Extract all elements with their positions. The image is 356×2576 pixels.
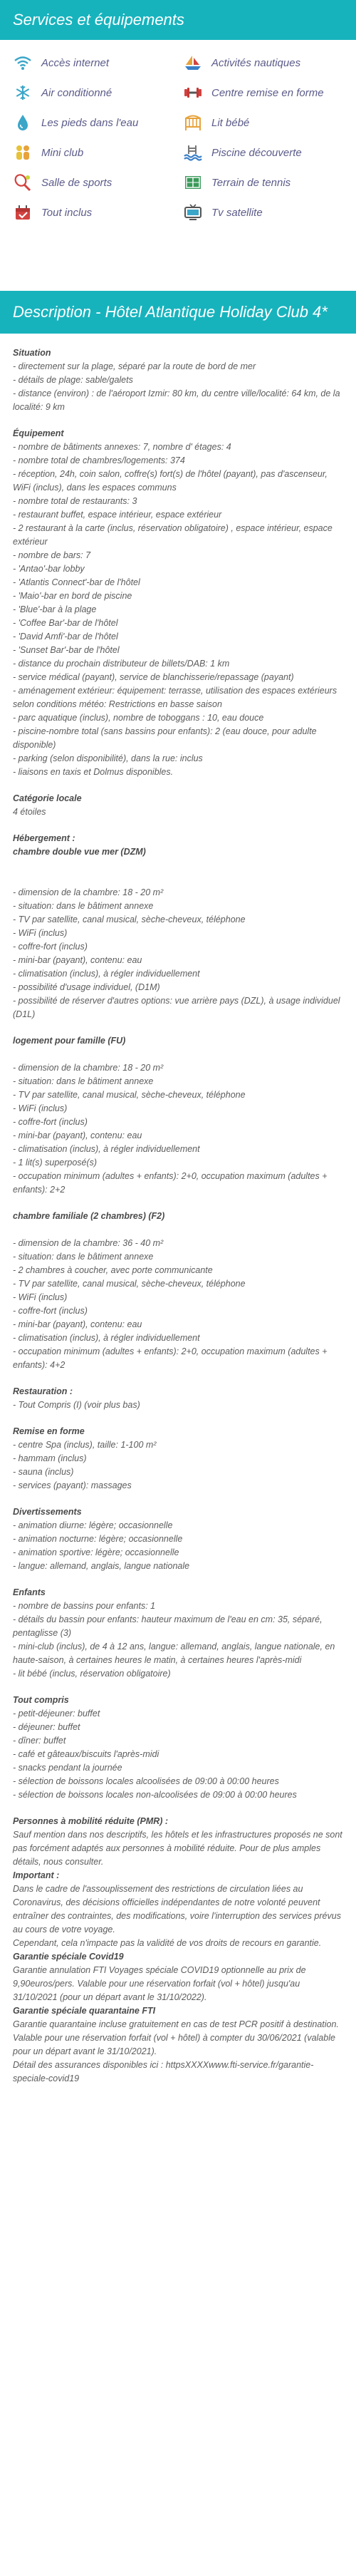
section-line: Important :	[13, 1870, 60, 1880]
section-line: - liaisons en taxis et Dolmus disponibles.	[13, 767, 174, 777]
description-section	[13, 832, 343, 1021]
section-line: - 2 chambres à coucher, avec porte communicante	[13, 1265, 213, 1275]
section-heading: Situation	[13, 348, 51, 358]
description-section	[13, 1034, 343, 1197]
blank-line	[13, 859, 343, 872]
section-heading: Équipement	[13, 428, 64, 438]
description-body	[0, 334, 356, 2107]
section-line: - nombre de bars: 7	[13, 550, 91, 560]
description-section	[13, 1694, 343, 1802]
section-line: Sauf mention dans nos descriptifs, les hôtels et les infrastructures proposés ne sont pas forcément adaptés aux personnes à mobilité réduite. Pour de plus amples détails, nous consulter.	[13, 1830, 345, 1867]
description-section	[13, 1425, 343, 1493]
section-line: - sélection de boissons locales non-alcoolisées de 09:00 à 00:00 heures	[13, 1790, 297, 1800]
section-line: - parking (selon disponibilité), dans la rue: inclus	[13, 753, 203, 763]
tennis-racket-icon	[13, 172, 33, 192]
service-label: Tv satellite	[211, 206, 263, 219]
section-line: - animation diurne: légère; occasionnelle	[13, 1520, 173, 1530]
section-line: - nombre total de chambres/logements: 374	[13, 455, 185, 465]
description-section	[13, 1815, 343, 2086]
section-heading: Remise en forme	[13, 1426, 85, 1436]
description-section	[13, 1210, 343, 1372]
service-item	[13, 141, 173, 164]
section-heading: Catégorie locale	[13, 793, 82, 803]
section-line: - services (payant): massages	[13, 1480, 132, 1490]
service-label: Tout inclus	[41, 206, 93, 219]
section-line: - mini-bar (payant), contenu: eau	[13, 1130, 142, 1140]
section-line: - hammam (inclus)	[13, 1453, 87, 1463]
section-line: - directement sur la plage, séparé par la route de bord de mer	[13, 361, 256, 371]
services-title: Services et équipements	[13, 11, 184, 29]
section-line: - situation: dans le bâtiment annexe	[13, 901, 154, 911]
section-line: - 'Coffee Bar'-bar de l'hôtel	[13, 618, 118, 628]
section-line: - nombre total de restaurants: 3	[13, 496, 137, 506]
section-line: - dîner: buffet	[13, 1736, 66, 1746]
section-line: - climatisation (inclus), à régler individuellement	[13, 1333, 200, 1343]
section-line: - détails de plage: sable/galets	[13, 375, 133, 385]
service-label: Accès internet	[41, 56, 110, 69]
section-line: - distance du prochain distributeur de billets/DAB: 1 km	[13, 659, 230, 669]
section-line: Garantie quarantaine incluse gratuitement en cas de test PCR positif à destination. Valable pour une réservation forfait (vol + hôtel) à compter du 30/06/2021 (valable pour un départ avant le 31/10/2021).	[13, 2019, 342, 2056]
section-line: - situation: dans le bâtiment annexe	[13, 1076, 154, 1086]
boat-icon	[183, 53, 203, 73]
all-inclusive-icon	[13, 202, 33, 222]
section-line: - 1 lit(s) superposé(s)	[13, 1158, 98, 1168]
section-line: - WiFi (inclus)	[13, 1103, 68, 1113]
tennis-court-icon	[183, 172, 203, 192]
services-banner	[0, 0, 356, 40]
service-label: Mini club	[41, 146, 84, 159]
section-line: - dimension de la chambre: 18 - 20 m²	[13, 1063, 164, 1073]
section-line: - 'Antao'-bar lobby	[13, 564, 85, 574]
kids-icon	[13, 143, 33, 163]
service-item	[183, 111, 343, 134]
tv-icon	[183, 202, 203, 222]
section-line: - situation: dans le bâtiment annexe	[13, 1252, 154, 1262]
section-line: - mini-bar (payant), contenu: eau	[13, 1319, 142, 1329]
description-section	[13, 1586, 343, 1681]
section-line: Garantie spéciale Covid19	[13, 1952, 124, 1962]
section-line: - réception, 24h, coin salon, coffre(s) fort(s) de l'hôtel (payant), pas d'ascenseur, WiFi (inclus), dans les espaces communs	[13, 469, 330, 493]
section-line: chambre double vue mer (DZM)	[13, 847, 146, 857]
blank-line	[13, 1048, 343, 1061]
section-line: - déjeuner: buffet	[13, 1722, 80, 1732]
service-item	[13, 51, 173, 74]
section-line: - lit bébé (inclus, réservation obligatoire)	[13, 1669, 171, 1679]
snowflake-icon	[13, 83, 33, 103]
section-line: - coffre-fort (inclus)	[13, 1117, 88, 1127]
section-line: - détails du bassin pour enfants: hauteur maximum de l'eau en cm: 35, séparé, pentaglisse (3)	[13, 1614, 325, 1638]
section-line: Dans le cadre de l'assouplissement des restrictions de circulation liées au Coronavirus, des décisions officielles indépendantes de notre volonté peuvent entraîner des contraintes, des modifications, voire l'interruption des services prévus au cours de votre voyage.	[13, 1884, 344, 1934]
crib-icon	[183, 113, 203, 133]
pool-icon	[183, 143, 203, 163]
service-item	[183, 51, 343, 74]
description-section	[13, 792, 343, 819]
section-line: - mini-club (inclus), de 4 à 12 ans, langue: allemand, anglais, langue nationale, en haute-saison, à certaines heures le matin, à certaines heures l'après-midi	[13, 1642, 337, 1665]
section-line: - distance (environ) : de l'aéroport Izmir: 80 km, du centre ville/localité: 64 km, de la localité: 9 km	[13, 388, 343, 412]
spacer	[0, 241, 356, 291]
section-line: - service médical (payant), service de blanchisserie/repassage (payant)	[13, 672, 294, 682]
description-banner	[0, 291, 356, 334]
section-line: - petit-déjeuner: buffet	[13, 1709, 100, 1719]
section-heading: Restauration :	[13, 1386, 73, 1396]
section-line: - 'Sunset Bar'-bar de l'hôtel	[13, 645, 120, 655]
section-line: - occupation minimum (adultes + enfants): 2+0, occupation maximum (adultes + enfants): 4+2	[13, 1346, 330, 1370]
section-line: - café et gâteaux/biscuits l'après-midi	[13, 1749, 159, 1759]
section-line: - 2 restaurant à la carte (inclus, réservation obligatoire) , espace intérieur, espace extérieur	[13, 523, 335, 547]
blank-line	[13, 1223, 343, 1237]
section-line: - coffre-fort (inclus)	[13, 1306, 88, 1316]
section-line: - restaurant buffet, espace intérieur, espace extérieur	[13, 510, 222, 520]
section-line: - dimension de la chambre: 36 - 40 m²	[13, 1238, 164, 1248]
description-section	[13, 346, 343, 414]
section-line: - mini-bar (payant), contenu: eau	[13, 955, 142, 965]
description-section	[13, 427, 343, 779]
service-item	[183, 201, 343, 224]
section-line: - animation sportive: légère; occasionnelle	[13, 1547, 179, 1557]
section-line: - WiFi (inclus)	[13, 928, 68, 938]
description-section	[13, 1505, 343, 1573]
blank-line	[13, 872, 343, 886]
section-line: - occupation minimum (adultes + enfants): 2+0, occupation maximum (adultes + enfants): 2+2	[13, 1171, 330, 1195]
section-line: - piscine-nombre total (sans bassins pour enfants): 2 (eau douce, pour adulte disponible)	[13, 726, 320, 750]
section-line: - centre Spa (inclus), taille: 1-100 m²	[13, 1440, 157, 1450]
section-line: Garantie annulation FTI Voyages spéciale COVID19 optionnelle au prix de 9,90euros/pers. Valable pour une réservation forfait (vol + hôtel) jusqu'au 31/10/2021 (pour un départ avant le 31/10/2022).	[13, 1965, 309, 2002]
section-line: Garantie spéciale quarantaine FTI	[13, 2006, 156, 2016]
service-label: Terrain de tennis	[211, 176, 291, 189]
section-line: - TV par satellite, canal musical, sèche-cheveux, téléphone	[13, 1090, 246, 1100]
section-line: - 'Blue'-bar à la plage	[13, 604, 97, 614]
service-label: Centre remise en forme	[211, 86, 324, 99]
section-line: - possibilité de réserver d'autres options: vue arrière pays (DZL), à usage individuel (D1L)	[13, 996, 343, 1019]
section-heading: logement pour famille (FU)	[13, 1036, 126, 1046]
section-heading: Personnes à mobilité réduite (PMR) :	[13, 1816, 169, 1826]
section-heading: chambre familiale (2 chambres) (F2)	[13, 1211, 165, 1221]
service-item	[13, 201, 173, 224]
section-line: Détail des assurances disponibles ici : httpsXXXXwww.fti-service.fr/garantie-speciale-covid19	[13, 2060, 314, 2083]
section-heading: Tout compris	[13, 1695, 69, 1705]
section-line: - climatisation (inclus), à régler individuellement	[13, 1144, 200, 1154]
section-line: Hébergement :	[13, 833, 75, 843]
service-item	[13, 171, 173, 194]
section-line: - langue: allemand, anglais, langue nationale	[13, 1561, 190, 1571]
water-drop-icon	[13, 113, 33, 133]
section-line: - sauna (inclus)	[13, 1467, 74, 1477]
section-line: - 'Atlantis Connect'-bar de l'hôtel	[13, 577, 140, 587]
section-line: - TV par satellite, canal musical, sèche-cheveux, téléphone	[13, 915, 246, 924]
service-label: Salle de sports	[41, 176, 112, 189]
service-item	[13, 111, 173, 134]
service-label: Air conditionné	[41, 86, 112, 99]
section-heading: Divertissements	[13, 1507, 82, 1517]
section-line: - 'David Amfi'-bar de l'hôtel	[13, 632, 118, 642]
section-line: - animation nocturne: légère; occasionnelle	[13, 1534, 183, 1544]
section-line: - snacks pendant la journée	[13, 1763, 122, 1773]
section-line: - WiFi (inclus)	[13, 1292, 68, 1302]
service-item	[183, 81, 343, 104]
section-line: - possibilité d'usage individuel, (D1M)	[13, 982, 160, 992]
section-line: - coffre-fort (inclus)	[13, 942, 88, 952]
section-heading: Enfants	[13, 1587, 46, 1597]
description-section	[13, 1385, 343, 1412]
section-line: - dimension de la chambre: 18 - 20 m²	[13, 887, 164, 897]
section-line: - climatisation (inclus), à régler individuellement	[13, 969, 200, 979]
description-title: Description - Hôtel Atlantique Holiday Club 4*	[13, 303, 328, 321]
dumbbell-icon	[183, 83, 203, 103]
services-grid	[0, 40, 356, 241]
service-item	[183, 171, 343, 194]
section-line: - 'Maio'-bar en bord de piscine	[13, 591, 132, 601]
section-line: - nombre de bâtiments annexes: 7, nombre d' étages: 4	[13, 442, 231, 452]
service-item	[13, 81, 173, 104]
section-line: - aménagement extérieur: équipement: terrasse, utilisation des espaces extérieurs selon conditions météo: Restrictions en basse saison	[13, 686, 340, 709]
section-line: - TV par satellite, canal musical, sèche-cheveux, téléphone	[13, 1279, 246, 1289]
service-label: Les pieds dans l'eau	[41, 116, 139, 129]
service-label: Lit bébé	[211, 116, 250, 129]
section-line: - parc aquatique (inclus), nombre de toboggans : 10, eau douce	[13, 713, 264, 723]
wifi-icon	[13, 53, 33, 73]
section-line: - sélection de boissons locales alcoolisées de 09:00 à 00:00 heures	[13, 1776, 279, 1786]
service-label: Activités nautiques	[211, 56, 301, 69]
section-line: - nombre de bassins pour enfants: 1	[13, 1601, 156, 1611]
service-item	[183, 141, 343, 164]
service-label: Piscine découverte	[211, 146, 302, 159]
section-line: 4 étoiles	[13, 807, 46, 817]
section-line: - Tout Compris (I) (voir plus bas)	[13, 1400, 140, 1410]
section-line: Cependant, cela n'impacte pas la validité de vos droits de recours en garantie.	[13, 1938, 322, 1948]
